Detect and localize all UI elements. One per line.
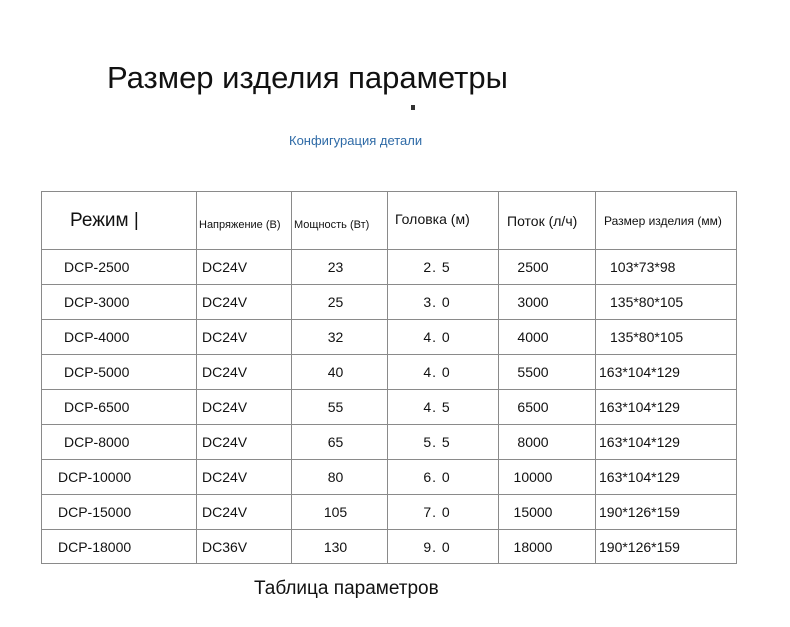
table-row	[42, 495, 737, 530]
table-row	[42, 285, 737, 320]
cell-power: 23	[292, 250, 388, 285]
cell-power: 105	[292, 495, 388, 530]
cell-voltage: DC24V	[197, 495, 292, 530]
cell-model: DCP-6500	[42, 390, 197, 425]
cell-model: DCP-2500	[42, 250, 197, 285]
cell-voltage: DC24V	[197, 460, 292, 495]
header-head: Головка (м)	[388, 192, 499, 250]
cell-head: 5. 5	[388, 425, 499, 460]
table-caption: Таблица параметров	[254, 578, 439, 599]
cell-flow: 6500	[499, 390, 596, 425]
header-power: Мощность (Вт)	[292, 192, 388, 250]
cell-head: 7. 0	[388, 495, 499, 530]
cell-head: 9. 0	[388, 530, 499, 564]
table-header-row	[42, 192, 737, 250]
cell-size: 135*80*105	[596, 320, 737, 355]
cell-flow: 8000	[499, 425, 596, 460]
cell-flow: 18000	[499, 530, 596, 564]
table-row	[42, 530, 737, 564]
cell-voltage: DC36V	[197, 530, 292, 564]
header-mode: Режим |	[42, 192, 197, 250]
cell-power: 130	[292, 530, 388, 564]
cell-flow: 4000	[499, 320, 596, 355]
cell-head: 4. 5	[388, 390, 499, 425]
cell-model: DCP-3000	[42, 285, 197, 320]
table-row	[42, 390, 737, 425]
cell-voltage: DC24V	[197, 355, 292, 390]
cell-size: 163*104*129	[596, 460, 737, 495]
cell-power: 55	[292, 390, 388, 425]
parameters-table	[41, 191, 737, 564]
cell-power: 40	[292, 355, 388, 390]
decorative-dot	[411, 105, 415, 110]
cell-voltage: DC24V	[197, 425, 292, 460]
cell-model: DCP-18000	[42, 530, 197, 564]
cell-head: 4. 0	[388, 320, 499, 355]
subtitle: Конфигурация детали	[289, 133, 423, 148]
cell-model: DCP-10000	[42, 460, 197, 495]
header-size: Размер изделия (мм)	[596, 192, 737, 250]
cell-power: 25	[292, 285, 388, 320]
cell-flow: 15000	[499, 495, 596, 530]
cell-head: 2. 5	[388, 250, 499, 285]
header-flow: Поток (л/ч)	[499, 192, 596, 250]
cell-voltage: DC24V	[197, 285, 292, 320]
cell-size: 103*73*98	[596, 250, 737, 285]
cell-voltage: DC24V	[197, 390, 292, 425]
table-row	[42, 250, 737, 285]
table-row	[42, 320, 737, 355]
cell-size: 163*104*129	[596, 355, 737, 390]
table-row	[42, 355, 737, 390]
cell-power: 65	[292, 425, 388, 460]
cell-power: 80	[292, 460, 388, 495]
cell-power: 32	[292, 320, 388, 355]
table-row	[42, 460, 737, 495]
header-voltage: Напряжение (В)	[197, 192, 292, 250]
cell-voltage: DC24V	[197, 250, 292, 285]
cell-model: DCP-5000	[42, 355, 197, 390]
page-title: Размер изделия параметры	[107, 60, 508, 95]
cell-model: DCP-15000	[42, 495, 197, 530]
cell-size: 163*104*129	[596, 425, 737, 460]
table-row	[42, 425, 737, 460]
cell-flow: 5500	[499, 355, 596, 390]
cell-head: 4. 0	[388, 355, 499, 390]
cell-model: DCP-4000	[42, 320, 197, 355]
cell-head: 3. 0	[388, 285, 499, 320]
cell-voltage: DC24V	[197, 320, 292, 355]
cell-size: 190*126*159	[596, 530, 737, 564]
cell-head: 6. 0	[388, 460, 499, 495]
cell-size: 190*126*159	[596, 495, 737, 530]
cell-flow: 10000	[499, 460, 596, 495]
cell-flow: 2500	[499, 250, 596, 285]
cell-model: DCP-8000	[42, 425, 197, 460]
cell-flow: 3000	[499, 285, 596, 320]
cell-size: 135*80*105	[596, 285, 737, 320]
cell-size: 163*104*129	[596, 390, 737, 425]
